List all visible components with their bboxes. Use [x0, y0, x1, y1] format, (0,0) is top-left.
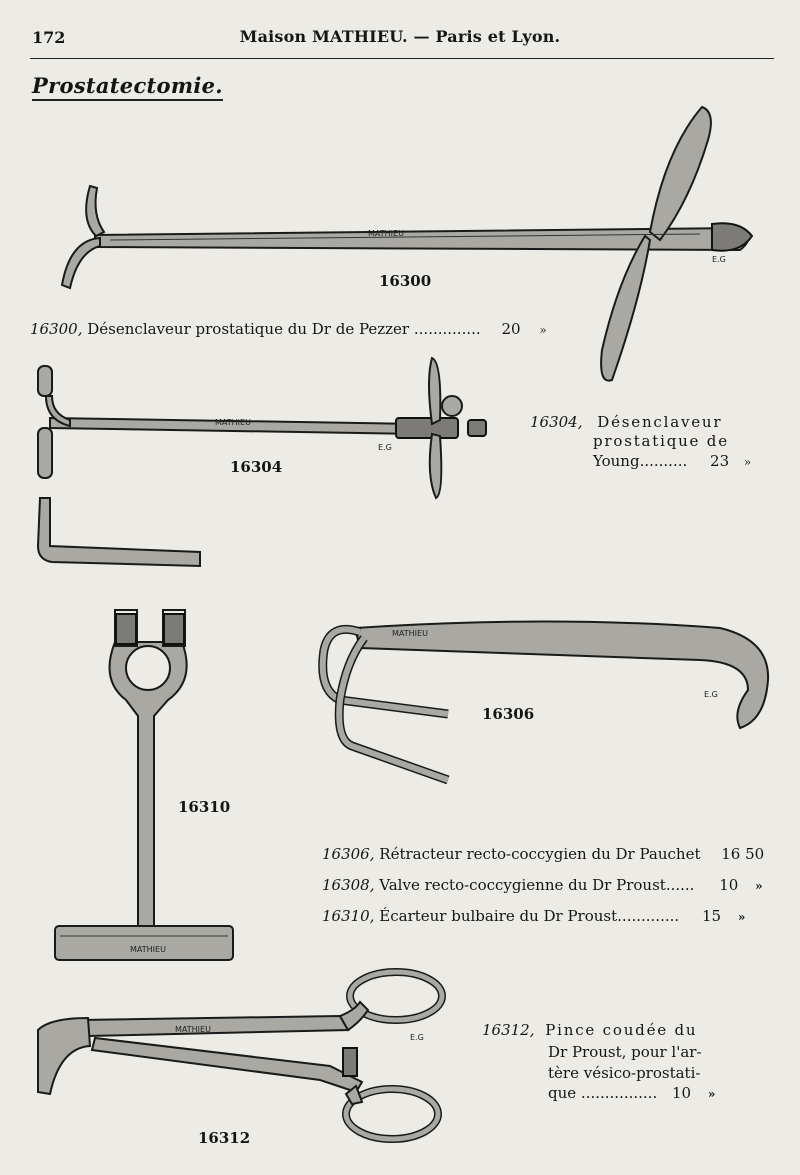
- entry-description-line4: que: [548, 1084, 577, 1102]
- page-number: 172: [32, 28, 66, 47]
- entry-price: 10: [672, 1084, 692, 1102]
- entry-code: 16306,: [322, 845, 375, 863]
- entry-description: Écarteur bulbaire du Dr Proust: [379, 907, 618, 925]
- entry-code: 16312,: [482, 1021, 535, 1039]
- entry-description: Valve recto-coccygienne du Dr Proust: [379, 876, 666, 894]
- leader-dots: ......: [665, 876, 695, 894]
- entry-16312-line2: Dr Proust, pour l'ar-: [548, 1043, 702, 1061]
- catalog-entry-16308: [322, 876, 763, 894]
- entry-16312-line4: [548, 1084, 715, 1102]
- maker-engraving: MATHIEU: [368, 229, 404, 238]
- catalog-entry-16306: [322, 845, 764, 863]
- entry-price: 20: [501, 320, 521, 338]
- maker-engraving-4: MATHIEU: [392, 629, 428, 638]
- entry-description: Désenclaveur prostatique du Dr de Pezzer: [87, 320, 410, 338]
- leader-dots: ..........: [639, 452, 688, 470]
- price-ditto: »: [707, 1087, 716, 1101]
- entry-description-line1: Désenclaveur: [597, 413, 723, 431]
- entry-16312-line3: tère vésico-prostati-: [548, 1064, 701, 1082]
- entry-16304-line3: [593, 452, 751, 470]
- entry-description-line3: Young: [593, 452, 640, 470]
- entry-code: 16304,: [530, 413, 583, 431]
- maker-engraving-5: MATHIEU: [175, 1025, 211, 1034]
- figure-label-16304: 16304: [230, 458, 283, 476]
- page-header-title: Maison MATHIEU. — Paris et Lyon.: [239, 27, 561, 46]
- figure-label-16310: 16310: [178, 798, 231, 816]
- leader-dots: .............: [617, 907, 680, 925]
- catalog-entry-16300: [30, 320, 547, 338]
- instrument-16306-illustration: [323, 622, 768, 781]
- price-ditto: »: [539, 323, 547, 337]
- entry-16304-line2: prostatique de: [593, 432, 729, 450]
- figure-label-16300: 16300: [379, 272, 432, 290]
- instrument-16312-illustration: [38, 972, 442, 1139]
- maker-engraving-2: MATHIEU: [215, 418, 251, 427]
- engraver-initials-2: E.G: [378, 443, 392, 452]
- price-ditto: »: [743, 455, 752, 469]
- entry-price: 23: [710, 452, 730, 470]
- price-ditto: »: [755, 879, 763, 893]
- entry-code: 16300,: [30, 320, 83, 338]
- section-title: Prostatectomie.: [32, 73, 223, 101]
- entry-description-line1: Pince coudée du: [545, 1021, 698, 1039]
- instrument-16310-illustration: [55, 610, 233, 960]
- engraver-initials: E.G: [712, 255, 726, 264]
- catalog-entry-16310: [322, 907, 745, 925]
- maker-engraving-3: MATHIEU: [130, 945, 166, 954]
- figure-label-16306: 16306: [482, 705, 535, 723]
- leader-dots: ................: [580, 1084, 658, 1102]
- instrument-16300-illustration: [62, 107, 752, 381]
- entry-description: Rétracteur recto-coccygien du Dr Pauchet: [379, 845, 701, 863]
- figure-label-16312: 16312: [198, 1129, 251, 1147]
- entry-price: 16 50: [721, 845, 765, 863]
- price-ditto: »: [737, 910, 746, 924]
- catalog-entry-16312: [482, 1021, 697, 1039]
- entry-code: 16308,: [322, 876, 375, 894]
- entry-code: 16310,: [322, 907, 375, 925]
- entry-price: 15: [701, 907, 722, 925]
- engraver-initials-4: E.G: [410, 1033, 424, 1042]
- entry-price: 10: [719, 876, 739, 894]
- engraver-initials-3: E.G: [704, 690, 718, 699]
- leader-dots: ..............: [413, 320, 481, 338]
- catalog-entry-16304: [530, 413, 722, 431]
